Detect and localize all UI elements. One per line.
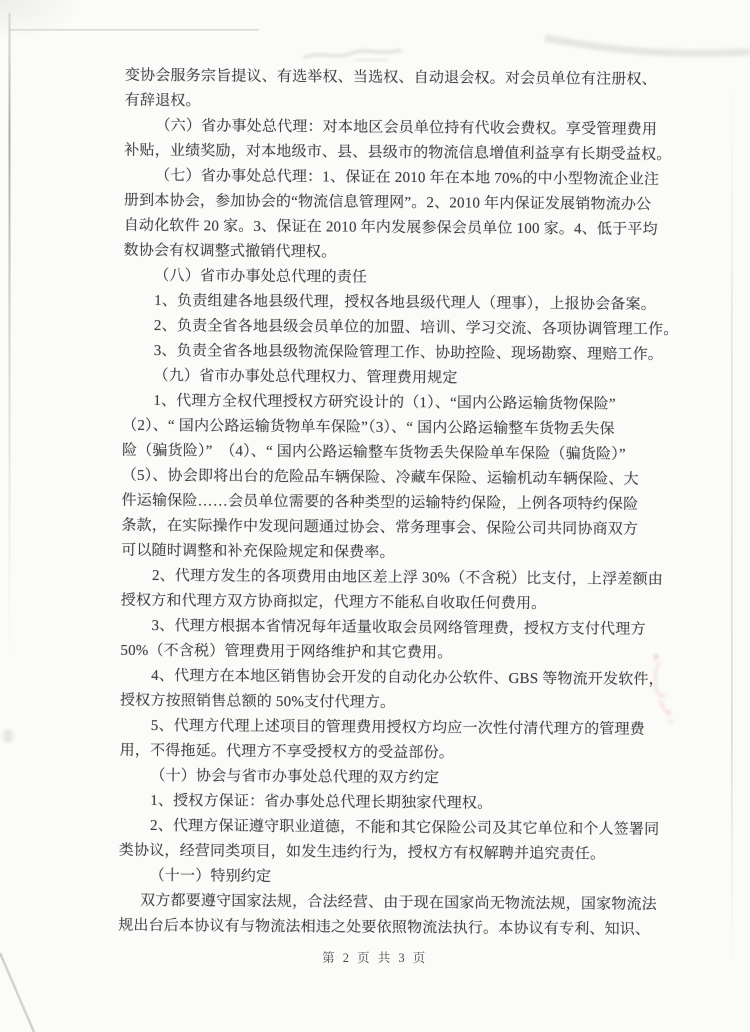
text-line: 补贴，业绩奖励，对本地级市、县、县级市的物流信息增值利益享有长期受益权。 (124, 142, 672, 164)
text-line: （2）、“ 国内公路运输货物单车保险”（3）、“ 国内公路运输整车货物丢失保 (122, 417, 615, 438)
text-line: （5）、协会即将出台的危险品车辆保险、冷藏车保险、运输机动车辆保险、大 (121, 467, 639, 488)
text-line: 3、代理方根据本省情况每年适量收取会员网络管理费，授权方支付代理方 (151, 618, 646, 638)
text-line: 50%（不含税）管理费用于网络维护和其它费用。 (120, 642, 453, 662)
scan-right-edge-line (731, 72, 733, 960)
text-line: （十）协会与省市办事处总代理的双方约定 (150, 768, 440, 787)
text-line: 授权方按照销售总额的 50%支付代理方。 (119, 692, 396, 711)
scan-bottomleft-corner-line-2 (3, 960, 30, 1022)
text-line: 2、负责全省各地县级会员单位的加盟、培训、学习交流、各项协调管理工作。 (153, 318, 679, 339)
text-line: 险（骗货险）” （4）、“ 国内公路运输整车货物丢失保险单车保险（骗货险）” (121, 442, 626, 463)
text-line: 条款，在实际操作中发现问题通过协会、常务理事会、保险公司共同协商双方 (121, 517, 639, 538)
text-line: 有辞退权。 (124, 92, 201, 110)
page-number-footer: 第 2 页 共 3 页 (322, 951, 428, 965)
text-line: （八）省市办事处总代理的责任 (154, 268, 368, 286)
text-line: （十一）特别约定 (149, 868, 272, 885)
text-line: 2、代理方保证遵守职业道德，不能和其它保险公司及其它单位和个人签署同 (149, 818, 660, 839)
text-line: 件运输保险……会员单位需要的各种类型的运输特约保险，上例各项特约保险 (121, 492, 639, 513)
text-line: 可以随时调整和补充保险规定和保费率。 (121, 542, 395, 561)
text-line: 自动化软件 20 家。3、保证在 2010 年内发展参保会员单位 100 家。4、低于平均 (123, 217, 658, 238)
text-line: 数协会有权调整式撤销代理权。 (123, 242, 337, 261)
scan-left-blob (3, 729, 13, 743)
text-line: 册到本协会，参加协会的“物流信息管理网”。2、2010 年内保证发展销物流办公 (123, 192, 652, 213)
text-line: 4、代理方在本地区销售协会开发的自动化办公软件、GBS 等物流开发软件， (151, 668, 664, 689)
scan-squiggle-mark-2 (355, 59, 388, 61)
text-line: 变协会服务宗旨提议、有选举权、当选权、自动退会权。对会员单位有注册权、 (124, 67, 657, 88)
text-line: 双方都要遵守国家法规，合法经营、由于现在国家尚无物流法规，国家物流法 (140, 892, 657, 914)
text-line: 1、负责组建各地县级代理，授权各地县级代理人（理事），上报协会备案。 (154, 293, 657, 313)
scan-top-edge-line (9, 29, 259, 31)
document-body (118, 64, 685, 943)
text-line: 1、授权方保证：省办事处总代理长期独家代理权。 (150, 793, 493, 812)
scan-topright-streak (545, 38, 750, 53)
text-line: 5、代理方代理上述项目的管理费用授权方均应一次性付清代理方的管理费 (150, 718, 645, 738)
text-line: 1、代理方全权代理授权方研究设计的（1）、“国内公路运输货物保险” (153, 393, 616, 413)
text-line: 3、负责全省各地县级物流保险管理工作、协助控险、现场勘察、理赔工作。 (153, 343, 664, 364)
text-line: 2、代理方发生的各项费用由地区差上浮 30%（不含税）比支付，上浮差额由 (151, 568, 663, 589)
text-line: 授权方和代理方双方协商拟定，代理方不能私自收取任何费用。 (120, 592, 547, 613)
text-line: 类协议，经营同类项目，如发生违约行为，授权方有权解聘并追究责任。 (118, 842, 606, 863)
text-line: 规出台后本协议有与物流法相违之处要依照物流法执行。本协议有专利、知识、 (118, 917, 651, 938)
text-line: （七）省办事处总代理：1、保证在 2010 年在本地 70%的中小型物流企业注 (155, 168, 660, 188)
text-line: （九）省市办事处总代理权力、管理费用规定 (153, 368, 458, 387)
scan-squiggle-mark (303, 50, 402, 58)
text-line: 用，不得拖延。代理方不享受授权方的受益部份。 (119, 742, 455, 762)
scan-left-edge-line (9, 13, 11, 668)
text-line: （六）省办事处总代理：对本地区会员单位持有代收会费权。享受管理费用 (155, 118, 658, 138)
